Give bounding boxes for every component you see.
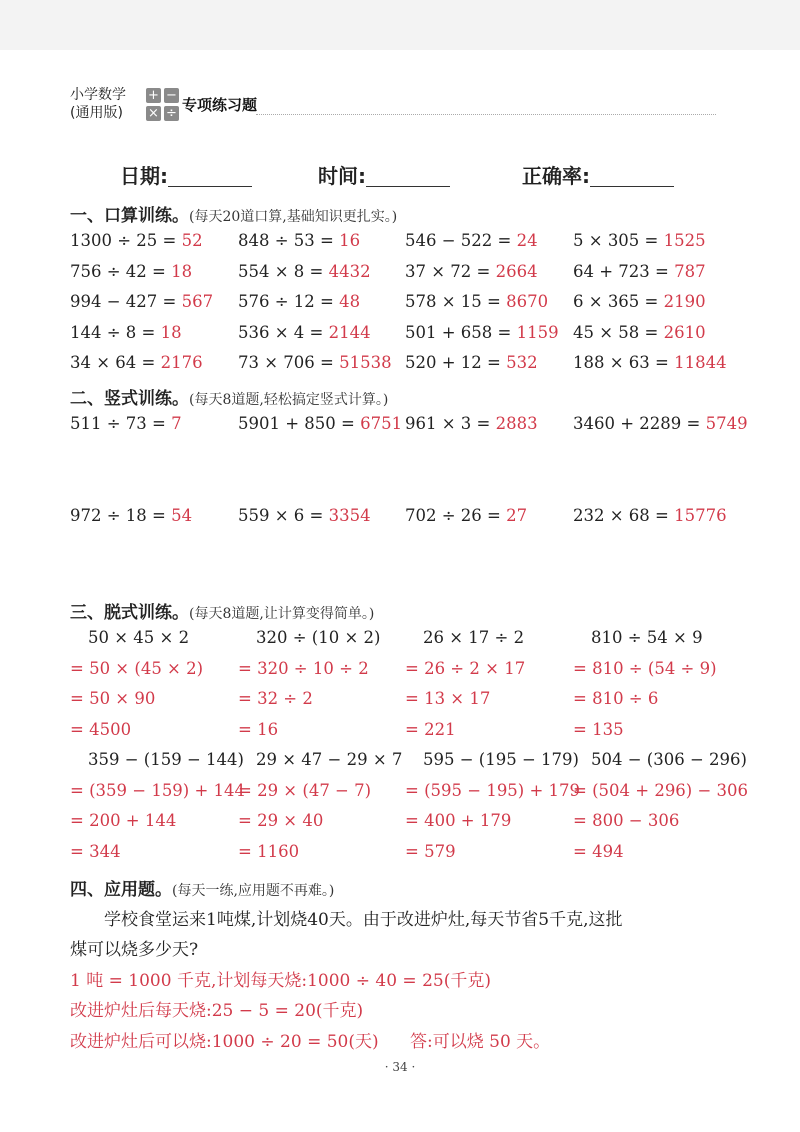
stepwise-problem: 29 × 47 − 29 × 7 [256,750,403,769]
expression: 3460 + 2289 = [573,414,706,433]
oral-exercise [238,323,371,342]
header-rule [256,114,716,115]
section-note: (每天20道口算,基础知识更扎实。) [189,209,398,225]
section-word-problem-heading [70,875,334,900]
vertical-exercise [238,506,371,525]
expression: 144 ÷ 8 = [70,323,161,342]
answer: 18 [171,262,193,281]
oral-exercise [405,353,538,372]
stepwise-step: = 200 + 144 [70,811,177,830]
oral-exercise [573,353,727,372]
stepwise-step: = (504 + 296) − 306 [573,780,749,800]
expression: 972 ÷ 18 = [70,506,172,525]
section-vertical-heading [70,384,388,409]
stepwise-step: = 579 [405,841,456,861]
section-note: (每天8道题,让计算变得简单。) [189,606,375,622]
stepwise-step: = 13 × 17 [405,689,491,708]
header-title: 专项练习题 [182,96,258,114]
expression: 5901 + 850 = [238,414,361,433]
top-band [0,0,800,50]
stepwise-step: = 29 × 40 [238,811,324,830]
brand-line-2: (通用版) [70,105,123,121]
answer: 4432 [328,262,371,281]
expression: 578 × 15 = [405,292,507,311]
stepwise-step: = 16 [238,719,279,739]
answer: 2176 [160,353,203,372]
answer: 11844 [674,353,727,372]
section-oral-heading [70,201,397,226]
time-field [318,160,450,189]
stepwise-step: = 4500 [70,719,132,739]
expression: 961 × 3 = [405,414,496,433]
stepwise-problem: 320 ÷ (10 × 2) [256,628,381,647]
stepwise-step: = 800 − 306 [573,811,680,830]
answer: 2190 [663,292,706,311]
answer: 787 [674,262,706,281]
stepwise-problem: 595 − (195 − 179) [423,750,579,769]
answer: 16 [339,231,361,250]
word-problem-line-2: 煤可以烧多少天? [70,940,199,960]
answer: 5749 [705,414,748,433]
stepwise-step: = 320 ÷ 10 ÷ 2 [238,658,369,678]
stepwise-step: = 50 × 90 [70,689,156,708]
operator-icons [146,88,180,122]
stepwise-problem: 50 × 45 × 2 [88,628,190,647]
expression: 73 × 706 = [238,353,340,372]
answer: 2144 [328,323,371,342]
oral-exercise [573,231,706,250]
expression: 34 × 64 = [70,353,161,372]
oral-exercise [238,262,371,281]
expression: 511 ÷ 73 = [70,414,172,433]
stepwise-step: = (595 − 195) + 179 [405,780,581,800]
oral-exercise [70,323,182,342]
answer: 54 [171,506,193,525]
answer: 1525 [663,231,706,250]
vertical-exercise [70,506,192,525]
stepwise-step: = 810 ÷ 6 [573,689,659,708]
vertical-exercise [573,414,748,433]
stepwise-step: = 344 [70,841,121,861]
book-header [70,86,720,126]
stepwise-problem: 26 × 17 ÷ 2 [423,628,525,647]
stepwise-step: = 50 × (45 × 2) [70,658,204,678]
answer: 532 [506,353,538,372]
answer: 3354 [328,506,371,525]
date-blank [168,166,252,187]
answer: 8670 [506,292,549,311]
expression: 1300 ÷ 25 = [70,231,182,250]
minus-icon: − [164,88,179,103]
expression: 64 + 723 = [573,262,675,281]
expression: 536 × 4 = [238,323,329,342]
oral-exercise [405,231,538,250]
book-brand [70,86,126,122]
answer: 7 [171,414,182,433]
expression: 188 × 63 = [573,353,675,372]
answer: 18 [160,323,182,342]
time-label: 时间: [318,164,366,188]
solution-line-2: 改进炉灶后每天烧:25 − 5 = 20(千克) [70,1001,364,1021]
oral-exercise [238,231,360,250]
date-label: 日期: [120,164,168,188]
accuracy-blank [590,166,674,187]
answer: 567 [181,292,214,311]
stepwise-step: = 26 ÷ 2 × 17 [405,658,526,678]
stepwise-step: = 494 [573,841,624,861]
expression: 559 × 6 = [238,506,329,525]
answer: 52 [181,231,203,250]
answer: 24 [516,231,538,250]
oral-exercise [70,231,203,250]
solution-line-1: 1 吨 = 1000 千克,计划每天烧:1000 ÷ 40 = 25(千克) [70,971,491,991]
oral-exercise [405,262,538,281]
oral-exercise [405,292,548,311]
answer-line: 答:可以烧 50 天。 [410,1032,551,1052]
accuracy-label: 正确率: [522,164,590,188]
stepwise-step: = 810 ÷ (54 ÷ 9) [573,658,717,678]
expression: 756 ÷ 42 = [70,262,172,281]
solution-line-3: 改进炉灶后可以烧:1000 ÷ 20 = 50(天) [70,1032,379,1052]
answer: 6751 [360,414,403,433]
brand-line-1: 小学数学 [70,87,126,103]
stepwise-step: = (359 − 159) + 144 [70,780,246,800]
expression: 848 ÷ 53 = [238,231,340,250]
expression: 994 − 427 = [70,292,182,311]
stepwise-step: = 221 [405,719,456,739]
expression: 702 ÷ 26 = [405,506,507,525]
vertical-exercise [405,506,527,525]
answer: 2610 [663,323,706,342]
stepwise-step: = 32 ÷ 2 [238,689,313,708]
section-note: (每天8道题,轻松搞定竖式计算。) [189,392,389,408]
expression: 37 × 72 = [405,262,496,281]
expression: 546 − 522 = [405,231,517,250]
section-title: 二、竖式训练。 [70,389,189,409]
expression: 6 × 365 = [573,292,664,311]
expression: 520 + 12 = [405,353,507,372]
stepwise-step: = 135 [573,719,624,739]
expression: 501 + 658 = [405,323,517,342]
word-problem-line-1: 学校食堂运来1吨煤,计划烧40天。由于改进炉灶,每天节省5千克,这批 [104,910,623,930]
section-note: (每天一练,应用题不再难。) [172,883,335,899]
section-title: 三、脱式训练。 [70,603,189,623]
oral-exercise [573,262,706,281]
date-field [120,160,252,189]
section-title: 一、口算训练。 [70,206,189,226]
accuracy-field [522,160,674,189]
answer: 51538 [339,353,392,372]
vertical-exercise [238,414,402,433]
expression: 232 × 68 = [573,506,675,525]
stepwise-step: = 29 × (47 − 7) [238,780,372,800]
multiply-icon: × [146,106,161,121]
plus-icon: + [146,88,161,103]
oral-exercise [70,353,203,372]
expression: 5 × 305 = [573,231,664,250]
expression: 554 × 8 = [238,262,329,281]
stepwise-problem: 359 − (159 − 144) [88,750,244,769]
stepwise-problem: 504 − (306 − 296) [591,750,747,769]
oral-exercise [573,292,706,311]
answer: 27 [506,506,528,525]
oral-exercise [238,353,392,372]
vertical-exercise [405,414,538,433]
time-blank [366,166,450,187]
stepwise-step: = 1160 [238,841,300,861]
oral-exercise [405,323,559,342]
answer: 1159 [516,323,559,342]
expression: 576 ÷ 12 = [238,292,340,311]
oral-exercise [238,292,360,311]
stepwise-problem: 810 ÷ 54 × 9 [591,628,703,647]
oral-exercise [70,292,213,311]
oral-exercise [573,323,706,342]
vertical-exercise [70,414,182,433]
stepwise-step: = 400 + 179 [405,811,512,830]
section-title: 四、应用题。 [70,880,172,900]
answer: 2664 [495,262,538,281]
answer: 48 [339,292,361,311]
section-stepwise-heading [70,598,374,623]
answer: 2883 [495,414,538,433]
expression: 45 × 58 = [573,323,664,342]
divide-icon: ÷ [164,106,179,121]
oral-exercise [70,262,192,281]
page-number: · 34 · [384,1060,416,1074]
vertical-exercise [573,506,727,525]
answer: 15776 [674,506,727,525]
